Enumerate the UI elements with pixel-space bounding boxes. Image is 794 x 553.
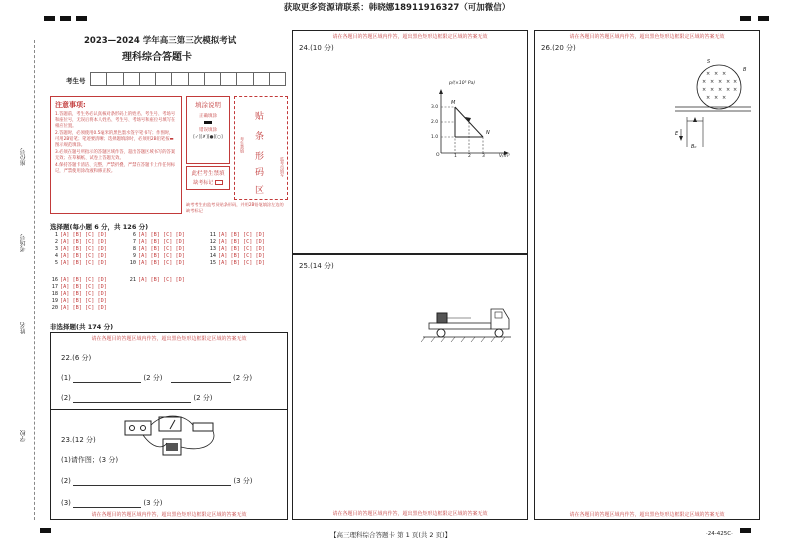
choice-number: 11 <box>209 232 216 238</box>
q23-score: (3 分) <box>233 477 253 485</box>
barcode-char: 形 <box>255 152 265 162</box>
note-item: 3.必须在题号所指示的答题区域作答，超出答题区域书写的答案无效；在草稿纸、试卷上答题无效。 <box>55 150 176 161</box>
choice-number: 6 <box>132 232 136 238</box>
pv-ylabel: p/(×10⁵ Pa) <box>449 81 476 86</box>
registration-mark <box>60 16 71 21</box>
area-warning-top: 请在各题目的答题区域内作答，超出黑色矩形边框限定区域的答案无效 <box>91 336 247 342</box>
choice-number: 18 <box>51 291 58 297</box>
exam-title: 2023—2024 学年高三第三次模拟考试 <box>84 36 237 46</box>
choice-options[interactable]: [A] [B] [C] [D] <box>218 239 265 245</box>
choice-number: 10 <box>129 260 136 266</box>
choice-row[interactable] <box>50 284 107 290</box>
barcode-vertical-right: 监考员填写 <box>280 157 285 177</box>
choice-options[interactable]: [A] [B] [C] [D] <box>60 291 107 297</box>
absent-checkbox[interactable] <box>215 180 223 185</box>
examinee-no-label: 考生号 <box>66 77 86 85</box>
q22-blank[interactable] <box>73 396 191 403</box>
pv-ytick: 2.0 <box>431 120 439 125</box>
choice-number: 2 <box>54 239 58 245</box>
correct-fill-label: 正确填涂 <box>199 114 217 119</box>
choice-number: 16 <box>51 277 58 283</box>
svg-text:×: × <box>718 79 723 85</box>
q26-title: 26.(20 分) <box>541 44 576 52</box>
q23-part3-label: (3) <box>61 499 71 507</box>
q22-blank[interactable] <box>171 376 231 383</box>
answer-box-q24[interactable] <box>292 30 528 254</box>
choice-row[interactable] <box>50 305 107 311</box>
pv-point-n: N <box>486 130 490 136</box>
footer-code: ·24-425C· <box>706 531 733 537</box>
svg-text:×: × <box>722 95 727 101</box>
choice-options[interactable]: [A] [B] [C] [D] <box>60 232 107 238</box>
choice-row[interactable] <box>208 253 265 259</box>
choice-section-title: 选择题(每小题 6 分，共 126 分) <box>50 223 149 231</box>
choice-options[interactable]: [A] [B] [C] [D] <box>218 232 265 238</box>
note-item: 2.答题时，必须使用0.5毫米的黑色墨水签字笔书写；作图时，可用2B铅笔；笔迹要清晰；选择题填涂时，必须用2B铅笔按▬图示规范填涂。 <box>55 131 174 148</box>
svg-text:×: × <box>702 87 707 93</box>
answer-box-q25[interactable] <box>292 254 528 520</box>
q24-title: 24.(10 分) <box>299 44 334 52</box>
choice-number: 9 <box>132 253 136 259</box>
choice-grid <box>50 232 286 318</box>
choice-options[interactable]: [A] [B] [C] [D] <box>60 298 107 304</box>
correct-fill-sample <box>204 121 212 124</box>
binding-line <box>34 40 35 520</box>
q22-title: 22.(6 分) <box>61 354 92 362</box>
choice-row[interactable] <box>128 239 185 245</box>
footer-page-info: 【高三理科综合答题卡 第 1 页(共 2 页)】 <box>330 531 452 539</box>
choice-number: 4 <box>54 253 58 259</box>
choice-options[interactable]: [A] [B] [C] [D] <box>60 253 107 259</box>
divider <box>51 409 287 410</box>
notes-title: 注意事项: <box>55 101 86 109</box>
q22-blank[interactable] <box>73 376 141 383</box>
q23-score: (3 分) <box>143 499 163 507</box>
registration-mark <box>40 528 51 533</box>
registration-mark <box>76 16 87 21</box>
area-warning-bottom: 请在各题目的答题区域内作答，超出黑色矩形边框限定区域的答案无效 <box>332 511 488 517</box>
svg-text:×: × <box>714 71 719 77</box>
choice-row[interactable] <box>128 253 185 259</box>
q23-part2-label: (2) <box>61 477 71 485</box>
choice-options[interactable]: [A] [B] [C] [D] <box>138 239 185 245</box>
barcode-area <box>234 96 288 200</box>
side-label-name: 姓名 <box>20 322 27 334</box>
choice-options[interactable]: [A] [B] [C] [D] <box>138 246 185 252</box>
choice-row[interactable] <box>128 246 185 252</box>
q23-row1: (1)请作图；(3 分) <box>61 456 119 464</box>
choice-number: 19 <box>51 298 58 304</box>
choice-number: 1 <box>54 232 58 238</box>
area-warning-top: 请在各题目的答题区域内作答，超出黑色矩形边框限定区域的答案无效 <box>569 34 725 40</box>
q23-blank[interactable] <box>73 501 141 508</box>
absent-note: 此栏考生禁填 <box>191 171 225 177</box>
absent-label: 缺考标记 <box>193 180 214 186</box>
choice-number: 15 <box>209 260 216 266</box>
circuit-diagram <box>123 413 233 461</box>
wrong-fill-sample: [✓][✗][●][○] <box>193 135 223 140</box>
q22-part1-label: (1) <box>61 374 71 382</box>
choice-row[interactable] <box>128 277 185 283</box>
truck-diagram <box>421 299 513 343</box>
svg-text:×: × <box>706 71 711 77</box>
choice-row[interactable] <box>50 232 107 238</box>
choice-row[interactable] <box>50 260 107 266</box>
choice-row[interactable] <box>208 232 265 238</box>
choice-number: 21 <box>129 277 136 283</box>
choice-row[interactable] <box>128 260 185 266</box>
pv-point-m: M <box>451 100 456 106</box>
choice-row[interactable] <box>50 277 107 283</box>
q22-row1 <box>61 373 252 383</box>
q22-score: (2 分) <box>233 374 253 382</box>
svg-text:×: × <box>706 95 711 101</box>
choice-row[interactable] <box>50 298 107 304</box>
svg-text:×: × <box>718 87 723 93</box>
side-label-room: 考场号 <box>20 234 27 252</box>
svg-text:×: × <box>733 79 738 85</box>
choice-number: 8 <box>132 246 136 252</box>
pv-xtick: 3 <box>482 154 485 159</box>
q22-row2 <box>61 393 213 403</box>
fill-guide-title: 填涂说明 <box>195 101 221 109</box>
pv-ytick: 3.0 <box>431 105 439 110</box>
absent-box <box>186 166 230 190</box>
choice-number: 14 <box>209 253 216 259</box>
choice-row[interactable] <box>128 232 185 238</box>
choice-row[interactable] <box>50 253 107 259</box>
svg-text:×: × <box>726 87 731 93</box>
choice-options[interactable]: [A] [B] [C] [D] <box>60 260 107 266</box>
barcode-char: 贴 <box>255 112 265 122</box>
svg-text:×: × <box>726 79 731 85</box>
choice-options[interactable]: [A] [B] [C] [D] <box>60 239 107 245</box>
side-label-school: 学校 <box>20 430 27 442</box>
barcode-note: 缺考考生由监考员贴条形码，并用2B铅笔填涂左边的缺考标记 <box>186 202 284 213</box>
contact-note: 获取更多资源请联系：韩晓娜18911916327（可加微信） <box>283 3 511 13</box>
side-label-seat: 座位号 <box>20 148 27 166</box>
choice-options[interactable]: [A] [B] [C] [D] <box>138 277 185 283</box>
area-warning-top: 请在各题目的答题区域内作答，超出黑色矩形边框限定区域的答案无效 <box>332 34 488 40</box>
choice-options[interactable]: [A] [B] [C] [D] <box>138 253 185 259</box>
wrong-fill-label: 错误填涂 <box>199 128 217 133</box>
choice-row[interactable] <box>208 246 265 252</box>
q25-title: 25.(14 分) <box>299 262 334 270</box>
choice-row[interactable] <box>50 291 107 297</box>
choice-number: 13 <box>209 246 216 252</box>
field-label-e: E <box>675 131 679 137</box>
q22-part2-label: (2) <box>61 394 71 402</box>
choice-options[interactable]: [A] [B] [C] [D] <box>60 305 107 311</box>
note-item: 1.答题前，考生务必认真核对条形码上的姓名、考生号、考场号和座位号，无误后将本人姓名、考生号、考场号和座位号填写在相应位置。 <box>55 112 176 129</box>
examinee-no-grid[interactable] <box>90 72 286 86</box>
magnetic-field-diagram <box>673 59 753 159</box>
svg-text:×: × <box>710 87 715 93</box>
choice-row[interactable] <box>208 239 265 245</box>
choice-options[interactable]: [A] [B] [C] [D] <box>60 284 107 290</box>
choice-options[interactable]: [A] [B] [C] [D] <box>218 260 265 266</box>
registration-mark <box>740 16 751 21</box>
notes-box <box>50 96 182 214</box>
q23-title: 23.(12 分) <box>61 436 96 444</box>
choice-number: 20 <box>51 305 58 311</box>
note-item: 4.保持答题卡清洁、完整，严禁折叠，严禁在答题卡上作任何标记，严禁使用涂改液和修正胶。 <box>55 163 176 174</box>
answer-box-q26[interactable] <box>534 30 760 520</box>
choice-options[interactable]: [A] [B] [C] [D] <box>218 246 265 252</box>
registration-mark <box>44 16 55 21</box>
choice-number: 7 <box>132 239 136 245</box>
choice-row[interactable] <box>50 239 107 245</box>
choice-number: 3 <box>54 246 58 252</box>
barcode-vertical-left: 考生禁填 <box>240 137 245 153</box>
choice-row[interactable] <box>208 260 265 266</box>
q22-score: (2 分) <box>193 394 213 402</box>
registration-mark <box>740 528 751 533</box>
area-warning-bottom: 请在各题目的答题区域内作答，超出黑色矩形边框限定区域的答案无效 <box>569 512 725 518</box>
choice-row[interactable] <box>50 246 107 252</box>
pv-xtick: 2 <box>468 154 471 159</box>
q22-score: (2 分) <box>143 374 163 382</box>
field-label-b: B <box>743 67 747 73</box>
choice-options[interactable]: [A] [B] [C] [D] <box>138 260 185 266</box>
choice-number: 5 <box>54 260 58 266</box>
answer-box-q22-q23[interactable] <box>50 332 288 520</box>
pv-graph <box>427 87 511 159</box>
field-label-s: S <box>707 59 711 65</box>
choice-number: 12 <box>209 239 216 245</box>
pv-origin: O <box>436 153 440 158</box>
q23-row3 <box>61 498 163 508</box>
barcode-char: 码 <box>255 168 265 178</box>
pv-xtick: 1 <box>454 154 457 159</box>
svg-text:×: × <box>722 71 727 77</box>
choice-number: 17 <box>51 284 58 290</box>
choice-options[interactable]: [A] [B] [C] [D] <box>60 246 107 252</box>
nonchoice-title: 非选择题(共 174 分) <box>50 323 114 331</box>
svg-text:×: × <box>714 95 719 101</box>
field-label-b0: B₀ <box>691 144 697 150</box>
fill-guide-box <box>186 96 230 164</box>
registration-mark <box>758 16 769 21</box>
choice-options[interactable]: [A] [B] [C] [D] <box>60 277 107 283</box>
q23-row2 <box>61 476 253 486</box>
barcode-char: 条 <box>255 132 265 142</box>
q23-blank[interactable] <box>73 479 231 486</box>
choice-options[interactable]: [A] [B] [C] [D] <box>218 253 265 259</box>
pv-ytick: 1.0 <box>431 135 439 140</box>
choice-options[interactable]: [A] [B] [C] [D] <box>138 232 185 238</box>
card-title: 理科综合答题卡 <box>122 52 192 63</box>
svg-text:×: × <box>710 79 715 85</box>
svg-text:×: × <box>733 87 738 93</box>
svg-text:×: × <box>702 79 707 85</box>
area-warning-bottom: 请在各题目的答题区域内作答，超出黑色矩形边框限定区域的答案无效 <box>91 512 247 518</box>
pv-xlabel: V/m³ <box>499 154 510 159</box>
barcode-char: 区 <box>255 186 265 196</box>
